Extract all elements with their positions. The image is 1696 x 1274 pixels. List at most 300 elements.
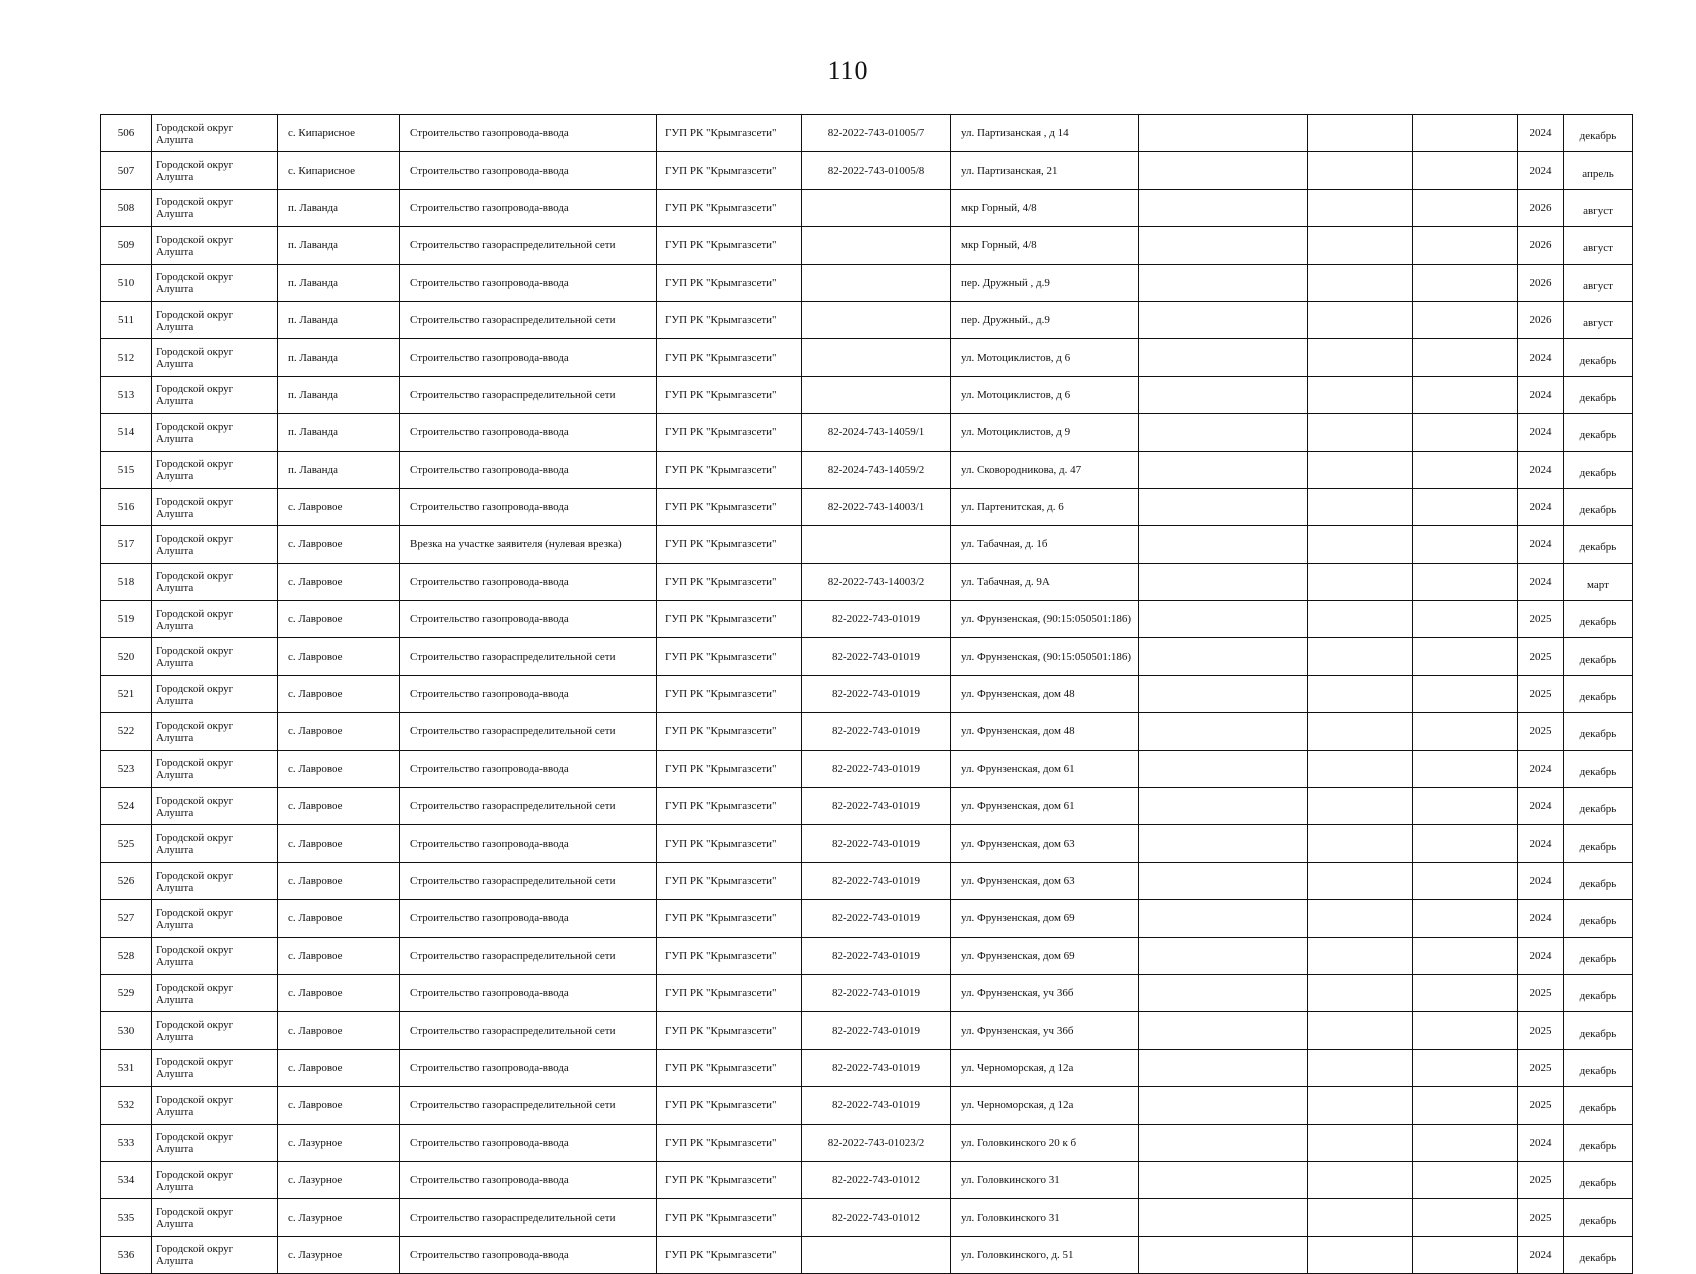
month-cell: декабрь	[1564, 451, 1633, 488]
year-cell: 2025	[1518, 1012, 1564, 1049]
row-number: 532	[101, 1087, 152, 1124]
locality-cell: с. Лазурное	[278, 1124, 400, 1161]
work-type-cell: Строительство газопровода-ввода	[400, 488, 657, 525]
registry-number-cell: 82-2022-743-01012	[802, 1199, 951, 1236]
table-row	[101, 974, 1633, 1011]
month-cell: декабрь	[1564, 974, 1633, 1011]
work-type-cell: Строительство газораспределительной сети	[400, 1012, 657, 1049]
empty-cell-1	[1139, 638, 1308, 675]
registry-number-cell	[802, 301, 951, 338]
district-cell: Городской округ Алушта	[152, 1087, 278, 1124]
district-cell: Городской округ Алушта	[152, 264, 278, 301]
gasification-register-table	[100, 114, 1633, 1274]
empty-cell-2	[1308, 900, 1413, 937]
year-cell: 2026	[1518, 264, 1564, 301]
locality-cell: п. Лаванда	[278, 264, 400, 301]
year-cell: 2024	[1518, 339, 1564, 376]
empty-cell-3	[1413, 227, 1518, 264]
empty-cell-1	[1139, 900, 1308, 937]
empty-cell-2	[1308, 788, 1413, 825]
locality-cell: с. Лавровое	[278, 750, 400, 787]
organization-cell: ГУП РК "Крымгазсети"	[657, 152, 802, 189]
organization-cell: ГУП РК "Крымгазсети"	[657, 1199, 802, 1236]
year-cell: 2024	[1518, 526, 1564, 563]
empty-cell-2	[1308, 601, 1413, 638]
year-cell: 2024	[1518, 937, 1564, 974]
empty-cell-1	[1139, 750, 1308, 787]
work-type-cell: Строительство газораспределительной сети	[400, 227, 657, 264]
empty-cell-3	[1413, 1087, 1518, 1124]
district-cell: Городской округ Алушта	[152, 414, 278, 451]
empty-cell-3	[1413, 750, 1518, 787]
district-cell: Городской округ Алушта	[152, 750, 278, 787]
row-number: 520	[101, 638, 152, 675]
work-type-cell: Строительство газопровода-ввода	[400, 974, 657, 1011]
work-type-cell: Строительство газопровода-ввода	[400, 1124, 657, 1161]
empty-cell-1	[1139, 1087, 1308, 1124]
empty-cell-3	[1413, 189, 1518, 226]
work-type-cell: Строительство газопровода-ввода	[400, 264, 657, 301]
empty-cell-3	[1413, 563, 1518, 600]
district-cell: Городской округ Алушта	[152, 675, 278, 712]
address-cell: ул. Фрунзенская, дом 69	[951, 937, 1139, 974]
organization-cell: ГУП РК "Крымгазсети"	[657, 414, 802, 451]
address-cell: пер. Дружный., д.9	[951, 301, 1139, 338]
table-row	[101, 788, 1633, 825]
month-cell: декабрь	[1564, 900, 1633, 937]
empty-cell-2	[1308, 750, 1413, 787]
year-cell: 2025	[1518, 1199, 1564, 1236]
year-cell: 2025	[1518, 638, 1564, 675]
table-row	[101, 414, 1633, 451]
registry-number-cell: 82-2022-743-01005/7	[802, 115, 951, 152]
locality-cell: п. Лаванда	[278, 301, 400, 338]
year-cell: 2024	[1518, 1236, 1564, 1273]
empty-cell-3	[1413, 862, 1518, 899]
month-cell: декабрь	[1564, 414, 1633, 451]
locality-cell: с. Лавровое	[278, 1012, 400, 1049]
month-cell: декабрь	[1564, 488, 1633, 525]
work-type-cell: Строительство газопровода-ввода	[400, 1161, 657, 1198]
table-row	[101, 301, 1633, 338]
address-cell: ул. Фрунзенская, дом 61	[951, 750, 1139, 787]
month-cell: декабрь	[1564, 1199, 1633, 1236]
registry-number-cell: 82-2022-743-01019	[802, 1087, 951, 1124]
table-row	[101, 862, 1633, 899]
address-cell: ул. Сковородникова, д. 47	[951, 451, 1139, 488]
table-row	[101, 1161, 1633, 1198]
empty-cell-1	[1139, 675, 1308, 712]
empty-cell-2	[1308, 526, 1413, 563]
organization-cell: ГУП РК "Крымгазсети"	[657, 301, 802, 338]
month-cell: декабрь	[1564, 675, 1633, 712]
table-row	[101, 638, 1633, 675]
row-number: 523	[101, 750, 152, 787]
locality-cell: с. Лавровое	[278, 563, 400, 600]
locality-cell: с. Лазурное	[278, 1199, 400, 1236]
address-cell: ул. Фрунзенская, уч 36б	[951, 1012, 1139, 1049]
registry-number-cell	[802, 264, 951, 301]
empty-cell-1	[1139, 301, 1308, 338]
row-number: 528	[101, 937, 152, 974]
empty-cell-2	[1308, 937, 1413, 974]
address-cell: ул. Табачная, д. 9А	[951, 563, 1139, 600]
district-cell: Городской округ Алушта	[152, 563, 278, 600]
locality-cell: с. Лазурное	[278, 1161, 400, 1198]
empty-cell-3	[1413, 488, 1518, 525]
empty-cell-2	[1308, 1161, 1413, 1198]
empty-cell-1	[1139, 189, 1308, 226]
month-cell: декабрь	[1564, 788, 1633, 825]
work-type-cell: Строительство газопровода-ввода	[400, 414, 657, 451]
month-cell: декабрь	[1564, 339, 1633, 376]
row-number: 521	[101, 675, 152, 712]
organization-cell: ГУП РК "Крымгазсети"	[657, 376, 802, 413]
empty-cell-3	[1413, 451, 1518, 488]
work-type-cell: Строительство газораспределительной сети	[400, 862, 657, 899]
work-type-cell: Строительство газораспределительной сети	[400, 713, 657, 750]
empty-cell-2	[1308, 115, 1413, 152]
empty-cell-1	[1139, 1161, 1308, 1198]
row-number: 526	[101, 862, 152, 899]
table-row	[101, 1087, 1633, 1124]
empty-cell-3	[1413, 825, 1518, 862]
empty-cell-2	[1308, 152, 1413, 189]
table-row	[101, 937, 1633, 974]
empty-cell-1	[1139, 526, 1308, 563]
address-cell: мкр Горный, 4/8	[951, 189, 1139, 226]
year-cell: 2025	[1518, 1049, 1564, 1086]
row-number: 513	[101, 376, 152, 413]
empty-cell-2	[1308, 862, 1413, 899]
empty-cell-3	[1413, 264, 1518, 301]
district-cell: Городской округ Алушта	[152, 825, 278, 862]
registry-number-cell: 82-2022-743-14003/2	[802, 563, 951, 600]
registry-number-cell: 82-2022-743-01019	[802, 937, 951, 974]
organization-cell: ГУП РК "Крымгазсети"	[657, 825, 802, 862]
address-cell: ул. Мотоциклистов, д 6	[951, 339, 1139, 376]
work-type-cell: Строительство газопровода-ввода	[400, 675, 657, 712]
table-row	[101, 750, 1633, 787]
empty-cell-3	[1413, 115, 1518, 152]
registry-number-cell: 82-2022-743-01019	[802, 900, 951, 937]
address-cell: ул. Фрунзенская, (90:15:050501:186)	[951, 638, 1139, 675]
district-cell: Городской округ Алушта	[152, 488, 278, 525]
year-cell: 2024	[1518, 488, 1564, 525]
empty-cell-3	[1413, 675, 1518, 712]
locality-cell: п. Лаванда	[278, 339, 400, 376]
district-cell: Городской округ Алушта	[152, 937, 278, 974]
month-cell: декабрь	[1564, 376, 1633, 413]
row-number: 531	[101, 1049, 152, 1086]
empty-cell-2	[1308, 1236, 1413, 1273]
row-number: 536	[101, 1236, 152, 1273]
work-type-cell: Строительство газопровода-ввода	[400, 451, 657, 488]
row-number: 507	[101, 152, 152, 189]
locality-cell: с. Лавровое	[278, 638, 400, 675]
empty-cell-2	[1308, 638, 1413, 675]
registry-number-cell: 82-2022-743-01019	[802, 1049, 951, 1086]
locality-cell: с. Лавровое	[278, 1049, 400, 1086]
year-cell: 2026	[1518, 227, 1564, 264]
empty-cell-1	[1139, 713, 1308, 750]
empty-cell-2	[1308, 264, 1413, 301]
locality-cell: п. Лаванда	[278, 189, 400, 226]
registry-number-cell: 82-2022-743-01023/2	[802, 1124, 951, 1161]
empty-cell-2	[1308, 1124, 1413, 1161]
address-cell: ул. Фрунзенская, дом 69	[951, 900, 1139, 937]
district-cell: Городской округ Алушта	[152, 376, 278, 413]
address-cell: ул. Черноморская, д 12а	[951, 1049, 1139, 1086]
address-cell: ул. Фрунзенская, дом 63	[951, 825, 1139, 862]
organization-cell: ГУП РК "Крымгазсети"	[657, 227, 802, 264]
empty-cell-3	[1413, 1161, 1518, 1198]
locality-cell: с. Лавровое	[278, 900, 400, 937]
work-type-cell: Строительство газораспределительной сети	[400, 788, 657, 825]
row-number: 509	[101, 227, 152, 264]
address-cell: ул. Фрунзенская, уч 36б	[951, 974, 1139, 1011]
organization-cell: ГУП РК "Крымгазсети"	[657, 638, 802, 675]
empty-cell-1	[1139, 227, 1308, 264]
work-type-cell: Строительство газопровода-ввода	[400, 189, 657, 226]
locality-cell: с. Лавровое	[278, 974, 400, 1011]
locality-cell: с. Лавровое	[278, 862, 400, 899]
district-cell: Городской округ Алушта	[152, 301, 278, 338]
row-number: 515	[101, 451, 152, 488]
address-cell: ул. Мотоциклистов, д 6	[951, 376, 1139, 413]
year-cell: 2024	[1518, 115, 1564, 152]
address-cell: ул. Фрунзенская, дом 61	[951, 788, 1139, 825]
empty-cell-3	[1413, 1199, 1518, 1236]
address-cell: ул. Фрунзенская, дом 48	[951, 713, 1139, 750]
year-cell: 2024	[1518, 825, 1564, 862]
registry-number-cell	[802, 526, 951, 563]
empty-cell-1	[1139, 937, 1308, 974]
work-type-cell: Строительство газораспределительной сети	[400, 376, 657, 413]
row-number: 522	[101, 713, 152, 750]
empty-cell-3	[1413, 713, 1518, 750]
empty-cell-1	[1139, 115, 1308, 152]
locality-cell: п. Лаванда	[278, 414, 400, 451]
table-row	[101, 189, 1633, 226]
row-number: 506	[101, 115, 152, 152]
district-cell: Городской округ Алушта	[152, 862, 278, 899]
district-cell: Городской округ Алушта	[152, 1236, 278, 1273]
locality-cell: с. Лавровое	[278, 675, 400, 712]
row-number: 518	[101, 563, 152, 600]
registry-number-cell: 82-2022-743-01012	[802, 1161, 951, 1198]
district-cell: Городской округ Алушта	[152, 601, 278, 638]
empty-cell-1	[1139, 488, 1308, 525]
organization-cell: ГУП РК "Крымгазсети"	[657, 675, 802, 712]
address-cell: ул. Мотоциклистов, д 9	[951, 414, 1139, 451]
registry-number-cell: 82-2024-743-14059/1	[802, 414, 951, 451]
address-cell: ул. Головкинского 31	[951, 1161, 1139, 1198]
registry-number-cell: 82-2022-743-01019	[802, 788, 951, 825]
year-cell: 2024	[1518, 750, 1564, 787]
year-cell: 2026	[1518, 301, 1564, 338]
work-type-cell: Строительство газопровода-ввода	[400, 1049, 657, 1086]
registry-number-cell: 82-2022-743-01019	[802, 713, 951, 750]
month-cell: декабрь	[1564, 750, 1633, 787]
table-row	[101, 115, 1633, 152]
empty-cell-1	[1139, 1012, 1308, 1049]
year-cell: 2026	[1518, 189, 1564, 226]
registry-number-cell	[802, 376, 951, 413]
district-cell: Городской округ Алушта	[152, 788, 278, 825]
work-type-cell: Строительство газораспределительной сети	[400, 638, 657, 675]
empty-cell-1	[1139, 563, 1308, 600]
organization-cell: ГУП РК "Крымгазсети"	[657, 601, 802, 638]
address-cell: ул. Головкинского, д. 51	[951, 1236, 1139, 1273]
district-cell: Городской округ Алушта	[152, 1049, 278, 1086]
row-number: 519	[101, 601, 152, 638]
empty-cell-2	[1308, 1199, 1413, 1236]
work-type-cell: Строительство газораспределительной сети	[400, 301, 657, 338]
organization-cell: ГУП РК "Крымгазсети"	[657, 115, 802, 152]
empty-cell-2	[1308, 414, 1413, 451]
organization-cell: ГУП РК "Крымгазсети"	[657, 788, 802, 825]
empty-cell-2	[1308, 713, 1413, 750]
empty-cell-3	[1413, 638, 1518, 675]
year-cell: 2024	[1518, 414, 1564, 451]
row-number: 508	[101, 189, 152, 226]
address-cell: ул. Головкинского 20 к б	[951, 1124, 1139, 1161]
empty-cell-2	[1308, 488, 1413, 525]
month-cell: декабрь	[1564, 862, 1633, 899]
row-number: 524	[101, 788, 152, 825]
year-cell: 2024	[1518, 152, 1564, 189]
district-cell: Городской округ Алушта	[152, 900, 278, 937]
row-number: 512	[101, 339, 152, 376]
month-cell: декабрь	[1564, 526, 1633, 563]
organization-cell: ГУП РК "Крымгазсети"	[657, 713, 802, 750]
row-number: 529	[101, 974, 152, 1011]
month-cell: декабрь	[1564, 1049, 1633, 1086]
page-number: 110	[827, 56, 869, 85]
organization-cell: ГУП РК "Крымгазсети"	[657, 974, 802, 1011]
row-number: 534	[101, 1161, 152, 1198]
organization-cell: ГУП РК "Крымгазсети"	[657, 1124, 802, 1161]
locality-cell: п. Лаванда	[278, 451, 400, 488]
table-row	[101, 488, 1633, 525]
table-row	[101, 825, 1633, 862]
empty-cell-2	[1308, 451, 1413, 488]
year-cell: 2024	[1518, 1124, 1564, 1161]
locality-cell: п. Лаванда	[278, 376, 400, 413]
address-cell: ул. Фрунзенская, дом 63	[951, 862, 1139, 899]
address-cell: ул. Фрунзенская, (90:15:050501:186)	[951, 601, 1139, 638]
year-cell: 2025	[1518, 974, 1564, 1011]
year-cell: 2024	[1518, 862, 1564, 899]
month-cell: декабрь	[1564, 825, 1633, 862]
year-cell: 2024	[1518, 563, 1564, 600]
organization-cell: ГУП РК "Крымгазсети"	[657, 1087, 802, 1124]
row-number: 535	[101, 1199, 152, 1236]
year-cell: 2024	[1518, 376, 1564, 413]
address-cell: ул. Головкинского 31	[951, 1199, 1139, 1236]
organization-cell: ГУП РК "Крымгазсети"	[657, 264, 802, 301]
empty-cell-3	[1413, 1236, 1518, 1273]
organization-cell: ГУП РК "Крымгазсети"	[657, 1161, 802, 1198]
empty-cell-2	[1308, 301, 1413, 338]
work-type-cell: Строительство газораспределительной сети	[400, 1087, 657, 1124]
empty-cell-1	[1139, 1124, 1308, 1161]
empty-cell-3	[1413, 900, 1518, 937]
row-number: 530	[101, 1012, 152, 1049]
table-row	[101, 376, 1633, 413]
table-row	[101, 563, 1633, 600]
work-type-cell: Строительство газопровода-ввода	[400, 563, 657, 600]
month-cell: декабрь	[1564, 601, 1633, 638]
work-type-cell: Строительство газопровода-ввода	[400, 750, 657, 787]
row-number: 527	[101, 900, 152, 937]
table-row	[101, 227, 1633, 264]
month-cell: декабрь	[1564, 937, 1633, 974]
locality-cell: с. Лавровое	[278, 526, 400, 563]
empty-cell-3	[1413, 1124, 1518, 1161]
work-type-cell: Строительство газораспределительной сети	[400, 1199, 657, 1236]
row-number: 533	[101, 1124, 152, 1161]
registry-number-cell: 82-2022-743-14003/1	[802, 488, 951, 525]
locality-cell: с. Лавровое	[278, 788, 400, 825]
empty-cell-3	[1413, 1049, 1518, 1086]
organization-cell: ГУП РК "Крымгазсети"	[657, 451, 802, 488]
table-row	[101, 451, 1633, 488]
district-cell: Городской округ Алушта	[152, 189, 278, 226]
work-type-cell: Строительство газопровода-ввода	[400, 115, 657, 152]
address-cell: ул. Партенитская, д. 6	[951, 488, 1139, 525]
work-type-cell: Строительство газопровода-ввода	[400, 601, 657, 638]
table-row	[101, 1236, 1633, 1273]
empty-cell-3	[1413, 301, 1518, 338]
registry-number-cell: 82-2022-743-01019	[802, 675, 951, 712]
locality-cell: с. Лавровое	[278, 713, 400, 750]
locality-cell: п. Лаванда	[278, 227, 400, 264]
empty-cell-1	[1139, 414, 1308, 451]
district-cell: Городской округ Алушта	[152, 638, 278, 675]
registry-number-cell	[802, 227, 951, 264]
work-type-cell: Строительство газопровода-ввода	[400, 339, 657, 376]
empty-cell-2	[1308, 189, 1413, 226]
empty-cell-1	[1139, 376, 1308, 413]
work-type-cell: Строительство газопровода-ввода	[400, 1236, 657, 1273]
registry-number-cell: 82-2022-743-01019	[802, 750, 951, 787]
empty-cell-2	[1308, 1087, 1413, 1124]
empty-cell-2	[1308, 675, 1413, 712]
month-cell: декабрь	[1564, 1087, 1633, 1124]
address-cell: пер. Дружный , д.9	[951, 264, 1139, 301]
empty-cell-3	[1413, 339, 1518, 376]
row-number: 514	[101, 414, 152, 451]
empty-cell-2	[1308, 1012, 1413, 1049]
empty-cell-3	[1413, 152, 1518, 189]
empty-cell-3	[1413, 526, 1518, 563]
month-cell: декабрь	[1564, 115, 1633, 152]
empty-cell-3	[1413, 937, 1518, 974]
registry-number-cell: 82-2022-743-01019	[802, 974, 951, 1011]
address-cell: ул. Партизанская , д 14	[951, 115, 1139, 152]
organization-cell: ГУП РК "Крымгазсети"	[657, 488, 802, 525]
organization-cell: ГУП РК "Крымгазсети"	[657, 189, 802, 226]
organization-cell: ГУП РК "Крымгазсети"	[657, 526, 802, 563]
district-cell: Городской округ Алушта	[152, 339, 278, 376]
year-cell: 2025	[1518, 713, 1564, 750]
district-cell: Городской округ Алушта	[152, 115, 278, 152]
address-cell: ул. Табачная, д. 1б	[951, 526, 1139, 563]
district-cell: Городской округ Алушта	[152, 1012, 278, 1049]
month-cell: декабрь	[1564, 1124, 1633, 1161]
